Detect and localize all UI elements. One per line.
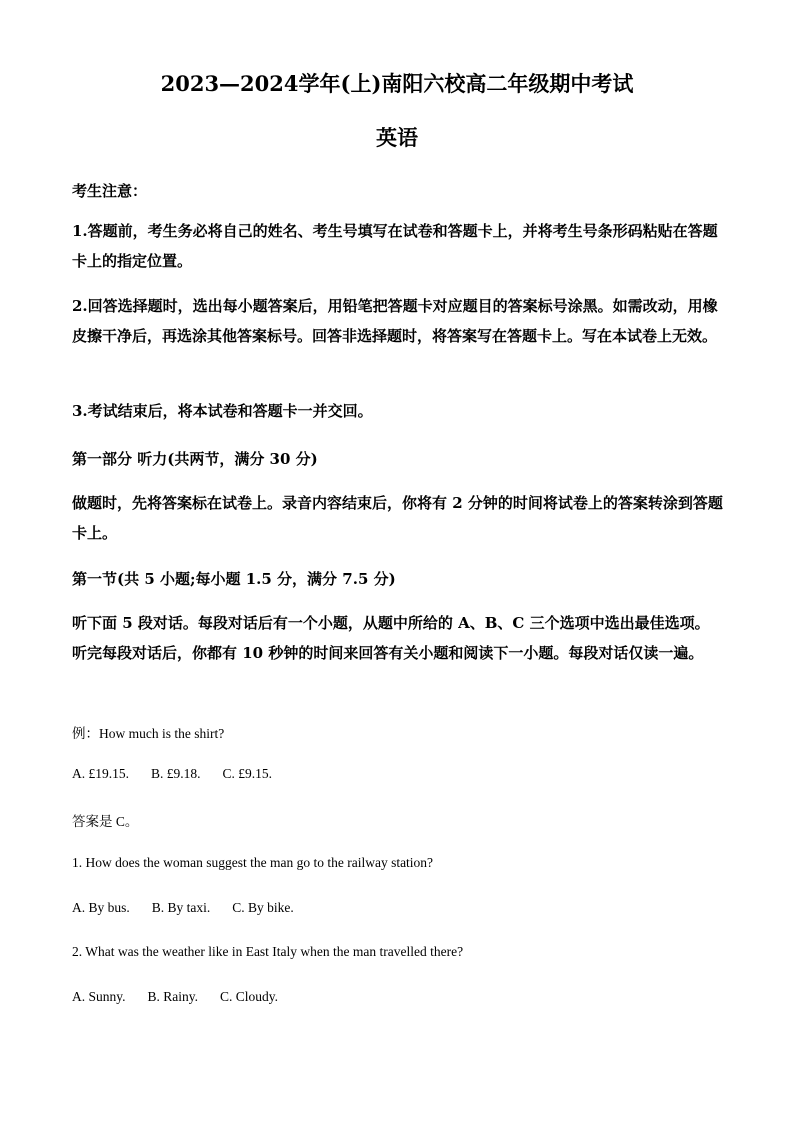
part1-heading: 第一部分 听力(共两节，满分 30 分) <box>72 450 318 468</box>
question-2-option-a: A. Sunny. <box>72 989 126 1004</box>
example-option-b: B. £9.18. <box>151 766 201 781</box>
question-1-option-b: B. By taxi. <box>151 900 211 915</box>
example-options <box>72 766 724 782</box>
question-2-option-c: C. Cloudy. <box>220 989 279 1004</box>
exam-title: 2023—2024学年(上)南阳六校高二年级期中考试 <box>160 71 634 96</box>
question-1: 1. How does the woman suggest the man go to the railway station? <box>72 855 434 870</box>
section1-instruction: 听下面 5 段对话。每段对话后有一个小题，从题中所给的 A、B、C 三个选项中选出最佳选项。听完每段对话后，你都有 10 秒钟的时间来回答有关小题和阅读下一小题。每段对话仅读一遍。 <box>72 614 710 662</box>
notice-item-3: 3.考试结束后，将本试卷和答题卡一并交回。 <box>72 402 373 420</box>
example-option-a: A. £19.15. <box>72 766 129 781</box>
question-1-options <box>72 900 724 916</box>
subject-title: 英语 <box>376 125 418 150</box>
question-1-option-c: C. By bike. <box>232 900 294 915</box>
example-answer: 答案是 C。 <box>72 814 139 829</box>
part1-instruction: 做题时，先将答案标在试卷上。录音内容结束后，你将有 2 分钟的时间将试卷上的答案转涂到答题卡上。 <box>72 494 723 542</box>
notice-item-2: 2.回答选择题时，选出每小题答案后，用铅笔把答题卡对应题目的答案标号涂黑。如需改动，用橡皮擦干净后，再选涂其他答案标号。回答非选择题时，将答案写在答题卡上。写在本试卷上无效。 <box>72 297 718 345</box>
notice-item-1: 1.答题前，考生务必将自己的姓名、考生号填写在试卷和答题卡上，并将考生号条形码粘贴在答题卡上的指定位置。 <box>72 222 718 270</box>
question-1-option-a: A. By bus. <box>72 900 130 915</box>
section1-heading: 第一节(共 5 小题;每小题 1.5 分，满分 7.5 分) <box>72 570 396 588</box>
notice-heading: 考生注意： <box>72 182 148 200</box>
question-2-options <box>72 989 724 1005</box>
example-option-c: C. £9.15. <box>222 766 273 781</box>
question-2-option-b: B. Rainy. <box>147 989 199 1004</box>
question-2: 2. What was the weather like in East Italy when the man travelled there? <box>72 944 464 959</box>
example-question: 例：How much is the shirt? <box>72 726 225 741</box>
